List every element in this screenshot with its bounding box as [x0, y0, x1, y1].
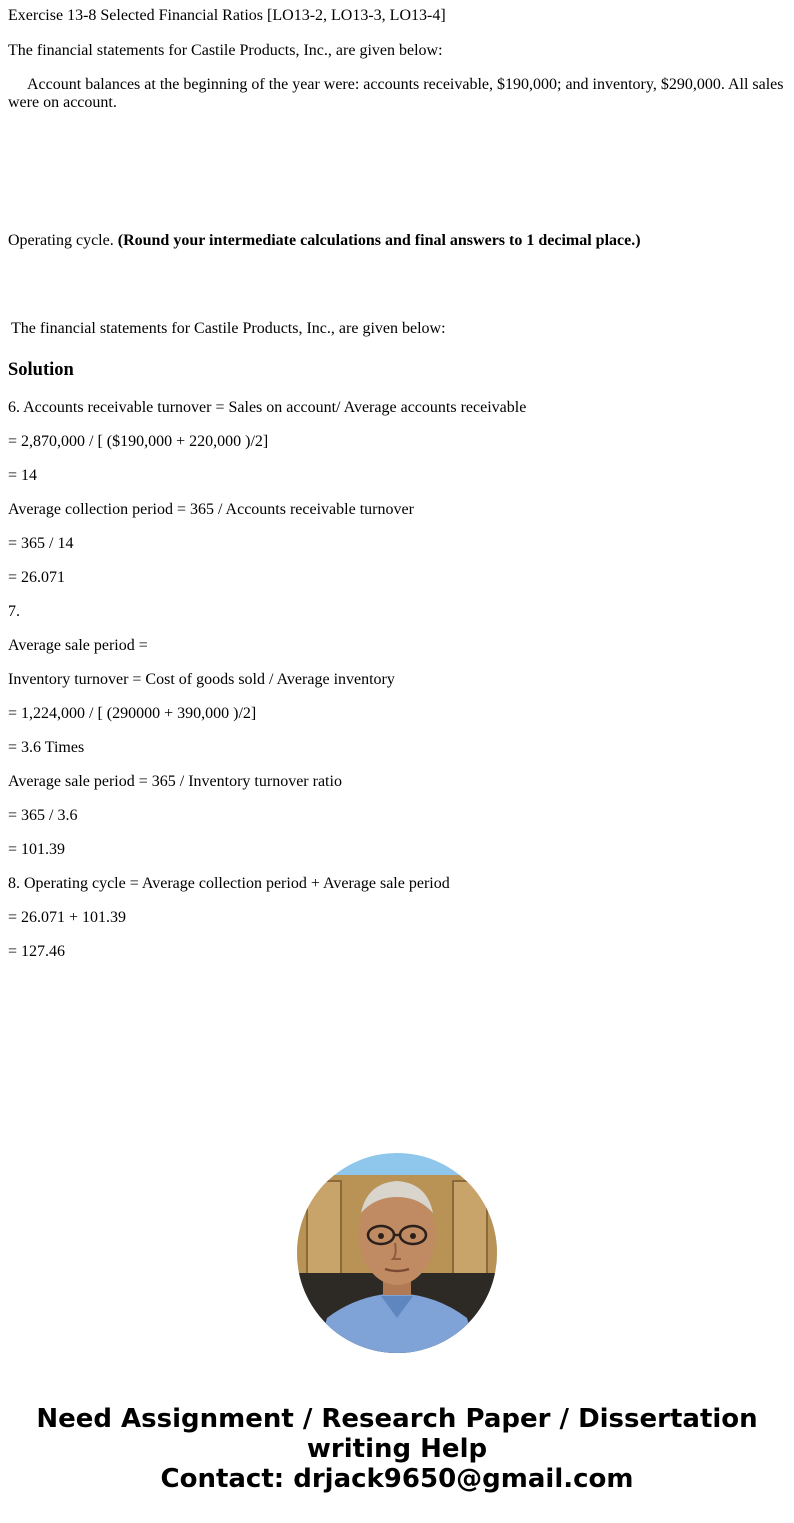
author-portrait [297, 1153, 497, 1353]
solution-line: Average collection period = 365 / Accounts receivable turnover [8, 501, 414, 518]
solution-line: Inventory turnover = Cost of goods sold / Average inventory [8, 671, 395, 688]
promo-line-1: Need Assignment / Research Paper / Dissertation [36, 1404, 758, 1434]
solution-line: 8. Operating cycle = Average collection period + Average sale period [8, 875, 450, 892]
question-intro: The financial statements for Castile Products, Inc., are given below: [8, 42, 443, 59]
solution-line: = 365 / 14 [8, 535, 74, 552]
solution-heading: Solution [8, 360, 74, 380]
rounding-instruction: (Round your intermediate calculations and final answers to 1 decimal place.) [117, 232, 641, 249]
promo-contact-line: Contact: drjack9650@gmail.com [160, 1464, 634, 1494]
question-title: Exercise 13-8 Selected Financial Ratios [LO13-2, LO13-3, LO13-4] [8, 7, 446, 24]
solution-line: 6. Accounts receivable turnover = Sales on account/ Average accounts receivable [8, 399, 527, 416]
account-balances-text: Account balances at the beginning of the year were: accounts receivable, $190,000; and inventory, $290,000. All sales were on account. [8, 76, 784, 111]
operating-cycle-prompt [8, 232, 786, 250]
solution-line: = 127.46 [8, 943, 66, 960]
solution-line: = 3.6 Times [8, 739, 85, 756]
solution-line: Average sale period = 365 / Inventory turnover ratio [8, 773, 342, 790]
solution-line: = 14 [8, 467, 38, 484]
question-intro-repeat: The financial statements for Castile Products, Inc., are given below: [11, 320, 446, 337]
promo-line-2: writing Help [306, 1434, 488, 1464]
solution-line: = 365 / 3.6 [8, 807, 78, 824]
solution-line: = 1,224,000 / [ (290000 + 390,000 )/2] [8, 705, 257, 722]
operating-cycle-label: Operating cycle. [8, 232, 114, 249]
solution-line: 7. [8, 603, 20, 620]
author-avatar [297, 1153, 497, 1353]
solution-line: = 26.071 + 101.39 [8, 909, 127, 926]
solution-line: = 2,870,000 / [ ($190,000 + 220,000 )/2] [8, 433, 269, 450]
solution-line: Average sale period = [8, 637, 148, 654]
solution-line: = 101.39 [8, 841, 66, 858]
solution-line: = 26.071 [8, 569, 66, 586]
